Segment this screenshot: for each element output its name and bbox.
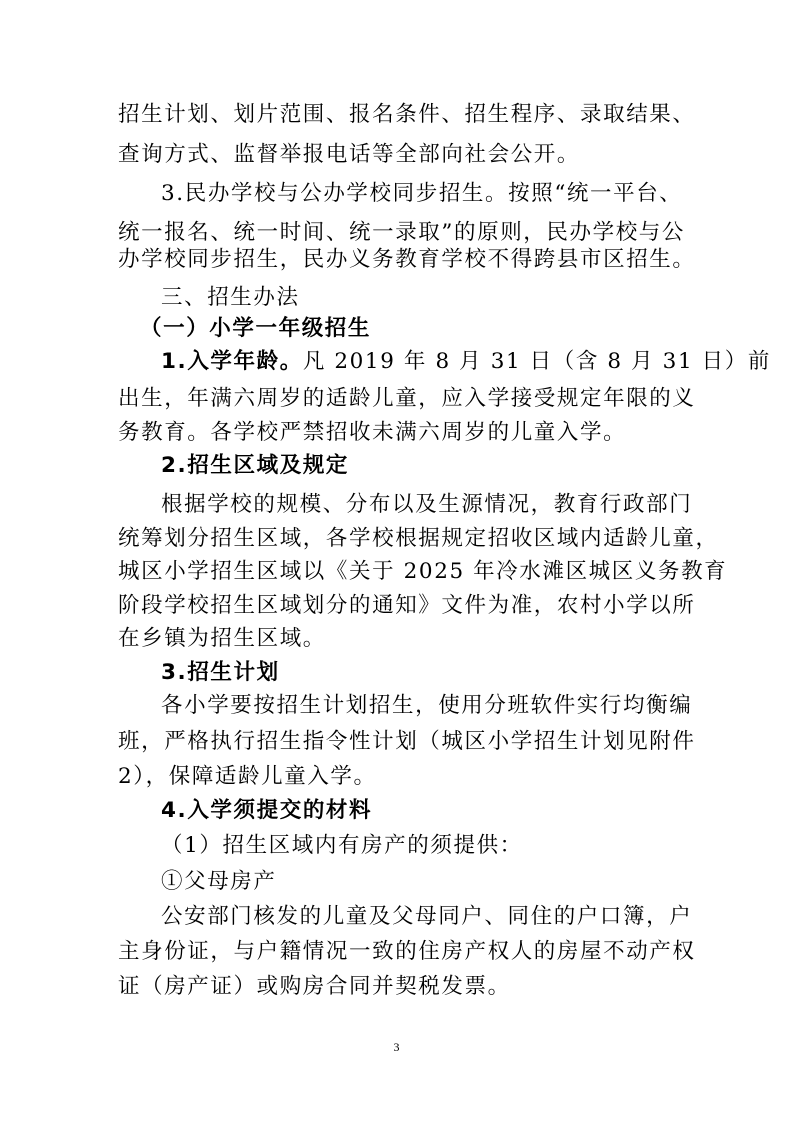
item-heading: 2.招生区域及规定 bbox=[161, 453, 350, 478]
paragraph-line bbox=[161, 347, 771, 377]
paragraph-line: 在乡镇为招生区域。 bbox=[118, 626, 326, 651]
item-heading: 4.入学须提交的材料 bbox=[161, 798, 373, 823]
paragraph-line: 出生，年满六周岁的适龄儿童，应入学接受规定年限的义 bbox=[118, 386, 696, 411]
page-number: 3 bbox=[393, 1040, 400, 1054]
paragraph-line: 阶段学校招生区域划分的通知》文件为准，农村小学以所 bbox=[118, 593, 696, 618]
subsection-heading: （一）小学一年级招生 bbox=[140, 316, 372, 341]
paragraph-line: 3.民办学校与公办学校同步招生。按照“统一平台、 bbox=[161, 181, 683, 206]
paragraph-line: 根据学校的规模、分布以及生源情况，教育行政部门 bbox=[161, 492, 693, 517]
item-text: 凡 2019 年 8 月 31 日（含 8 月 31 日）前 bbox=[302, 349, 771, 374]
paragraph-line: ①父母房产 bbox=[161, 869, 277, 894]
paragraph-line: （1）招生区域内有房产的须提供： bbox=[161, 833, 523, 858]
paragraph-line: 查询方式、监督举报电话等全部向社会公开。 bbox=[118, 142, 581, 167]
paragraph-line: 统一报名、统一时间、统一录取”的原则，民办学校与公 bbox=[118, 220, 685, 245]
paragraph-line: 办学校同步招生，民办义务教育学校不得跨县市区招生。 bbox=[118, 247, 696, 272]
paragraph-line: 招生计划、划片范围、报名条件、招生程序、录取结果、 bbox=[118, 102, 696, 127]
item-heading: 3.招生计划 bbox=[161, 660, 280, 685]
paragraph-line: 务教育。各学校严禁招收未满六周岁的儿童入学。 bbox=[118, 420, 627, 445]
paragraph-line: 统筹划分招生区域，各学校根据规定招收区域内适龄儿童， bbox=[118, 526, 719, 551]
paragraph-line: 主身份证，与户籍情况一致的住房产权人的房屋不动产权 bbox=[118, 939, 696, 964]
paragraph-line: 公安部门核发的儿童及父母同户、同住的户口簿，户 bbox=[161, 904, 693, 929]
paragraph-line: 证（房产证）或购房合同并契税发票。 bbox=[118, 974, 511, 999]
paragraph-line: 2），保障适龄儿童入学。 bbox=[118, 764, 377, 789]
paragraph-line: 城区小学招生区域以《关于 2025 年冷水滩区城区义务教育 bbox=[118, 559, 728, 584]
section-heading: 三、招生办法 bbox=[161, 285, 300, 310]
paragraph-line: 各小学要按招生计划招生，使用分班软件实行均衡编 bbox=[161, 693, 693, 718]
paragraph-line: 班，严格执行招生指令性计划（城区小学招生计划见附件 bbox=[118, 729, 696, 754]
item-heading: 1.入学年龄。 bbox=[161, 349, 303, 374]
